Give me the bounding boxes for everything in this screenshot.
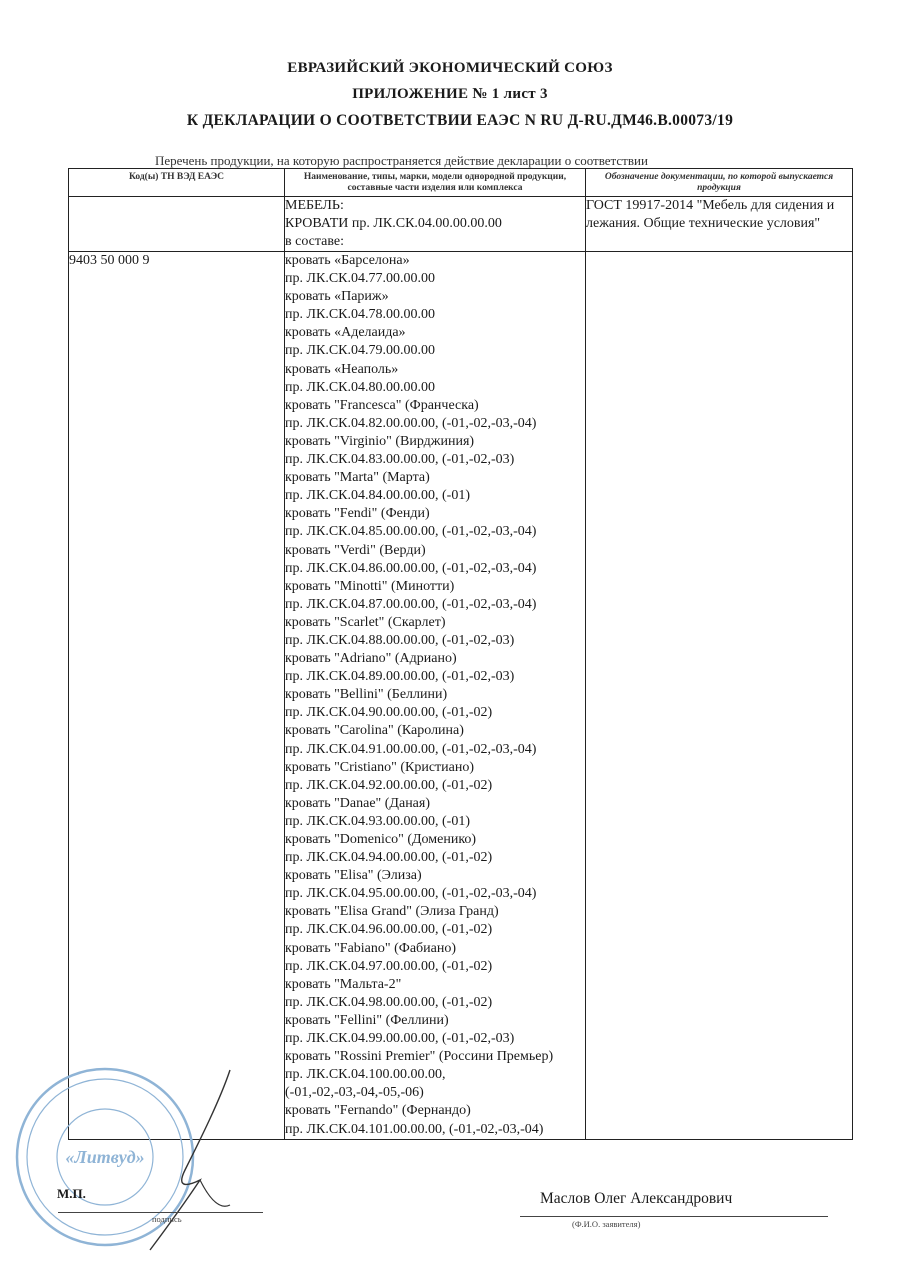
col-header-name: Наименование, типы, марки, модели однородной продукции, составные части изделия или комплекса [285, 169, 586, 197]
row2-code: 9403 50 000 9 [69, 252, 285, 1140]
row1-code [69, 197, 285, 252]
table-row [69, 197, 853, 252]
col-header-doc: Обозначение документации, по которой выпускается продукция [586, 169, 853, 197]
list-item: пр. ЛК.СК.04.87.00.00.00, (-01,-02,-03,-04) [285, 596, 537, 612]
row2-doc [586, 252, 853, 1140]
table-caption: Перечень продукции, на которую распространяется действие декларации о соответствии [155, 153, 648, 168]
list-item: кровать «Париж» [285, 289, 389, 305]
list-item: кровать "Domenico" (Доменико) [285, 832, 477, 847]
list-item: пр. ЛК.СК.04.92.00.00.00, (-01,-02) [285, 777, 493, 793]
list-item: пр. ЛК.СК.04.89.00.00.00, (-01,-02,-03) [285, 669, 515, 685]
col-header-code: Код(ы) ТН ВЭД ЕАЭС [69, 169, 285, 197]
list-item: пр. ЛК.СК.04.78.00.00.00 [285, 307, 436, 323]
list-item: кровать «Барселона» [285, 253, 410, 268]
list-item: кровать "Scarlet" (Скарлет) [285, 614, 446, 630]
list-item: пр. ЛК.СК.04.91.00.00.00, (-01,-02,-03,-04) [285, 741, 537, 757]
list-item: кровать "Carolina" (Каролина) [285, 723, 464, 739]
list-item: кровать "Marta" (Марта) [285, 470, 430, 486]
row1-line: КРОВАТИ пр. ЛК.СК.04.00.00.00.00 [285, 216, 502, 231]
stamp-text: «Литвуд» [65, 1147, 145, 1167]
list-item: пр. ЛК.СК.04.100.00.00.00, [285, 1067, 446, 1083]
list-item: пр. ЛК.СК.04.77.00.00.00 [285, 271, 436, 287]
list-item: кровать "Virginio" (Вирджиния) [285, 433, 475, 449]
list-item: (-01,-02,-03,-04,-05,-06) [285, 1085, 424, 1101]
list-item: пр. ЛК.СК.04.80.00.00.00 [285, 379, 436, 395]
list-item: пр. ЛК.СК.04.93.00.00.00, (-01) [285, 813, 470, 829]
list-item: кровать "Fellini" (Феллини) [285, 1012, 449, 1028]
union-title: ЕВРАЗИЙСКИЙ ЭКОНОМИЧЕСКИЙ СОЮЗ [287, 60, 613, 76]
signature-scribble-icon [130, 1060, 290, 1260]
list-item: пр. ЛК.СК.04.101.00.00.00, (-01,-02,-03,-04) [285, 1121, 544, 1137]
list-item: пр. ЛК.СК.04.85.00.00.00, (-01,-02,-03,-04) [285, 524, 537, 540]
row2-items [285, 252, 586, 1140]
list-item: кровать «Аделаида» [285, 325, 406, 341]
list-item: пр. ЛК.СК.04.99.00.00.00, (-01,-02,-03) [285, 1031, 515, 1047]
list-item: кровать "Danae" (Даная) [285, 795, 430, 811]
list-item: пр. ЛК.СК.04.83.00.00.00, (-01,-02,-03) [285, 452, 515, 468]
list-item: кровать "Francesca" (Франческа) [285, 397, 479, 413]
list-item: кровать "Verdi" (Верди) [285, 542, 426, 558]
list-item: кровать "Мальта-2" [285, 976, 402, 992]
list-item: пр. ЛК.СК.04.88.00.00.00, (-01,-02,-03) [285, 632, 515, 648]
row1-doc: ГОСТ 19917-2014 "Мебель для сидения и лежания. Общие технические условия" [586, 197, 853, 252]
list-item: кровать "Adriano" (Адриано) [285, 651, 457, 667]
appendix-title: ПРИЛОЖЕНИЕ № 1 лист 3 [352, 86, 548, 102]
row1-line: МЕБЕЛЬ: [285, 198, 344, 213]
list-item: пр. ЛК.СК.04.79.00.00.00 [285, 343, 436, 359]
list-item: пр. ЛК.СК.04.95.00.00.00, (-01,-02,-03,-04) [285, 886, 537, 902]
list-item: пр. ЛК.СК.04.98.00.00.00, (-01,-02) [285, 994, 493, 1010]
signature-line [58, 1212, 263, 1213]
product-table [68, 168, 853, 1140]
list-item: кровать "Bellini" (Беллини) [285, 687, 448, 703]
list-item: пр. ЛК.СК.04.97.00.00.00, (-01,-02) [285, 958, 493, 974]
table-row [69, 252, 853, 1140]
list-item: кровать "Fernando" (Фернандо) [285, 1103, 471, 1119]
table-header-row [69, 169, 853, 197]
list-item: кровать "Fabiano" (Фабиано) [285, 940, 457, 956]
list-item: кровать «Неаполь» [285, 361, 399, 377]
list-item: кровать "Elisa" (Элиза) [285, 868, 422, 884]
applicant-name: Маслов Олег Александрович [540, 1190, 733, 1207]
list-item: кровать "Cristiano" (Кристиано) [285, 759, 475, 775]
list-item: кровать "Rossini Premier" (Россини Премьер) [285, 1049, 554, 1065]
list-item: пр. ЛК.СК.04.96.00.00.00, (-01,-02) [285, 922, 493, 938]
list-item: кровать "Elisa Grand" (Элиза Гранд) [285, 904, 499, 920]
stamp-place-label: М.П. [57, 1186, 86, 1201]
list-item: пр. ЛК.СК.04.94.00.00.00, (-01,-02) [285, 850, 493, 866]
list-item: пр. ЛК.СК.04.84.00.00.00, (-01) [285, 488, 470, 504]
list-item: кровать "Fendi" (Фенди) [285, 506, 430, 522]
list-item: кровать "Minotti" (Минотти) [285, 578, 455, 594]
row1-line: в составе: [285, 234, 345, 249]
row1-name [285, 197, 586, 252]
list-item: пр. ЛК.СК.04.82.00.00.00, (-01,-02,-03,-04) [285, 415, 537, 431]
declaration-title: К ДЕКЛАРАЦИИ О СООТВЕТСТВИИ ЕАЭС N RU Д-RU.ДМ46.В.00073/19 [186, 112, 734, 129]
list-item: пр. ЛК.СК.04.90.00.00.00, (-01,-02) [285, 705, 493, 721]
name-line [520, 1216, 828, 1217]
name-label: (Ф.И.О. заявителя) [572, 1219, 641, 1229]
signature-label: подпись [152, 1214, 182, 1224]
list-item: пр. ЛК.СК.04.86.00.00.00, (-01,-02,-03,-04) [285, 560, 537, 576]
